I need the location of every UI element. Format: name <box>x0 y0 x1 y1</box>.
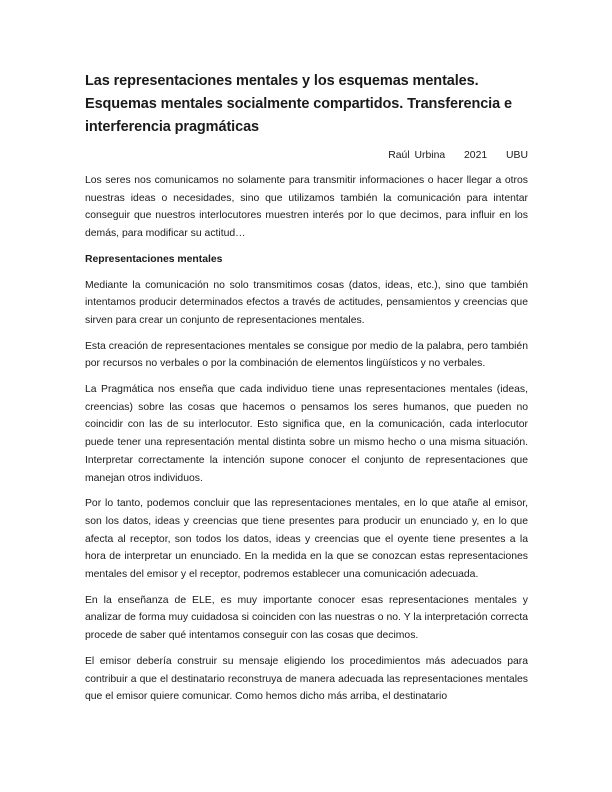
body-paragraph: La Pragmática nos enseña que cada individuo tiene unas representaciones mentales (ideas, creencias) sobre las cosas que hacemos o pensamos los seres humanos, que pueden no coincidir con las de su interlocutor. Esto significa que, en la comunicación, cada interlocutor puede tener una representación mental distinta sobre un mismo hecho o una misma situación. Interpretar correctamente la intención supone conocer el conjunto de representaciones que manejan otros individuos. <box>85 384 528 484</box>
document-body <box>85 70 528 714</box>
author-name: Raúl Urbina <box>388 150 446 161</box>
institution: UBU <box>506 150 528 161</box>
body-paragraph: Mediante la comunicación no solo transmitimos cosas (datos, ideas, etc.), sino que también intentamos producir determinados efectos a través de actitudes, pensamientos y creencias que sirven para crear un conjunto de representaciones mentales. <box>85 279 528 326</box>
body-paragraph: Por lo tanto, podemos concluir que las representaciones mentales, en lo que atañe al emisor, son los datos, ideas y creencias que tiene presentes para producir un enunciado y, en lo que afecta al receptor, son todos los datos, ideas y creencias que el oyente tiene presentes a la hora de interpretar un enunciado. En la medida en la que se conozcan estas representaciones mentales del emisor y el receptor, podremos establecer una comunicación adecuada. <box>85 498 528 581</box>
document-title: Las representaciones mentales y los esquemas mentales. Esquemas mentales socialmente compartidos. Transferencia e interferencia pragmáticas <box>85 73 512 135</box>
publication-year: 2021 <box>464 150 488 161</box>
body-paragraph: Esta creación de representaciones mentales se consigue por medio de la palabra, pero también por recursos no verbales o por la combinación de elementos lingüísticos y no verbales. <box>85 340 528 370</box>
body-paragraph: En la enseñanza de ELE, es muy importante conocer esas representaciones mentales y analizar de forma muy cuidadosa si coinciden con las nuestras o no. Y la interpretación correcta procede de saber qué intentamos conseguir con las cosas que decimos. <box>85 594 528 642</box>
body-paragraph: El emisor debería construir su mensaje eligiendo los procedimientos más adecuados para contribuir a que el destinatario reconstruya de manera adecuada las representaciones mentales que el emisor quiere comunicar. Como hemos dicho más arriba, el destinatario <box>85 655 528 703</box>
intro-paragraph: Los seres nos comunicamos no solamente para transmitir informaciones o hacer llegar a otros nuestras ideas o necesidades, sino que utilizamos también la comunicación para intentar conseguir que nuestros interlocutores muestren interés por lo que decimos, para influir en los demás, para modificar su actitud… <box>85 175 528 240</box>
byline <box>85 149 528 163</box>
section-heading: Representaciones mentales <box>85 253 223 265</box>
